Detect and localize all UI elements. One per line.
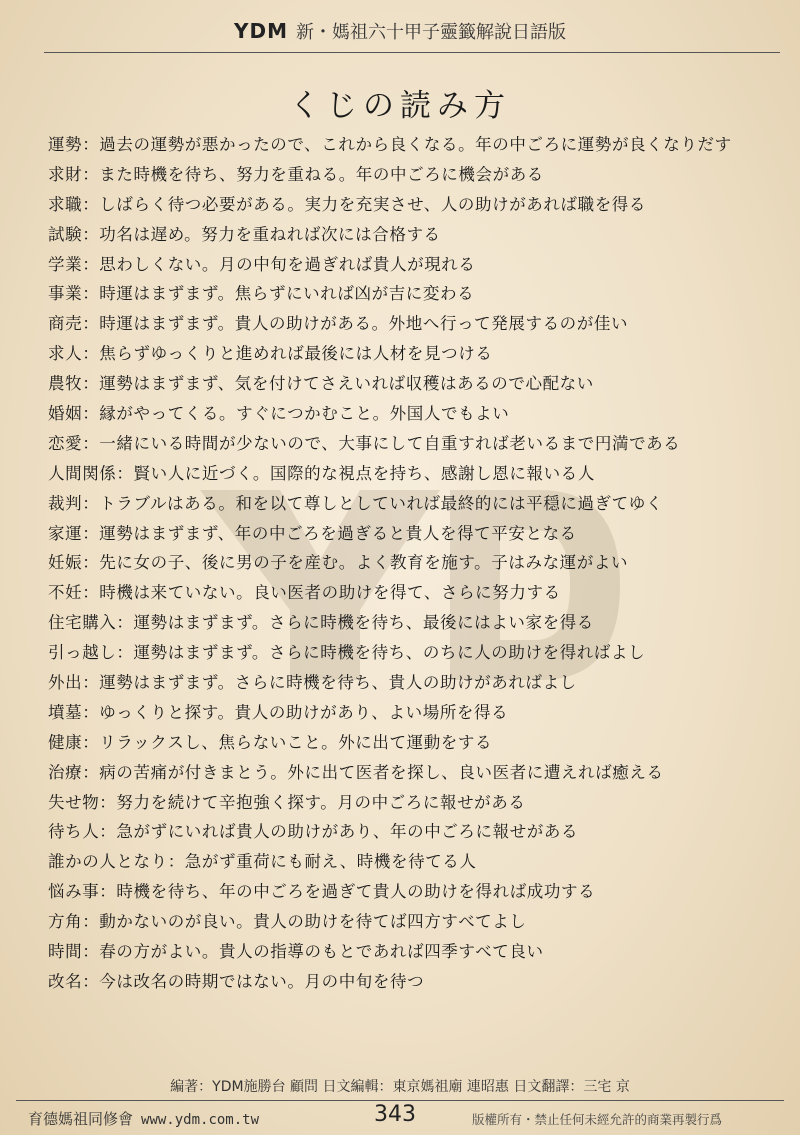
- reading-row: 時間：春の方がよい。貴人の指導のもとであれば四季すべて良い: [48, 942, 544, 962]
- reading-row: 家運：運勢はまずまず、年の中ごろを過ぎると貴人を得て平安となる: [48, 523, 577, 543]
- footer-divider: [16, 1100, 784, 1101]
- reading-row: 治療：病の苦痛が付きまとう。外に出て医者を探し、良い医者に遭えれば癒える: [48, 762, 664, 782]
- reading-row: 事業：時運はまずまず。焦らずにいれば凶が吉に変わる: [48, 284, 475, 304]
- reading-row: 健康：リラックスし、焦らないこと。外に出て運動をする: [48, 732, 493, 752]
- website-url: www.ydm.com.tw: [141, 1112, 260, 1128]
- reading-row: 恋愛：一緒にいる時間が少ないので、大事にして自重すれば老いるまで円満である: [48, 433, 681, 453]
- reading-row: 人間関係：賢い人に近づく。国際的な視点を持ち、感謝し恩に報いる人: [48, 463, 595, 483]
- header-title: 新・媽祖六十甲子靈籤解說日語版: [296, 22, 566, 43]
- reading-row: 住宅購入：運勢はまずまず。さらに時機を待ち、最後にはよい家を得る: [48, 613, 594, 633]
- reading-row: 学業：思わしくない。月の中旬を過ぎれば貴人が現れる: [48, 254, 476, 274]
- reading-row: 墳墓：ゆっくりと探す。貴人の助けがあり、よい場所を得る: [48, 702, 509, 722]
- reading-row: 商売：時運はまずまず。貴人の助けがある。外地へ行って発展するのが佳い: [48, 314, 629, 334]
- reading-row: 改名：今は改名の時期ではない。月の中旬を待つ: [48, 971, 425, 991]
- page-header: [0, 0, 800, 50]
- footer-org: [28, 1108, 259, 1129]
- header-divider: [44, 52, 780, 53]
- reading-row: 待ち人：急がずにいれば貴人の助けがあり、年の中ごろに報せがある: [48, 822, 579, 842]
- reading-row: 外出：運勢はまずまず。さらに時機を待ち、貴人の助けがあればよし: [48, 673, 577, 693]
- reading-row: 失せ物：努力を続けて辛抱強く探す。月の中ごろに報せがある: [48, 792, 526, 812]
- reading-row: 運勢：過去の運勢が悪かったので、これから良くなる。年の中ごろに運勢が良くなりだす: [48, 135, 732, 154]
- copyright-notice: 版權所有・禁止任何未經允許的商業再製行爲: [472, 1112, 723, 1127]
- reading-row: 求人：焦らずゆっくりと進めれば最後には人材を見つける: [48, 344, 493, 364]
- page-title: くじの読み方: [289, 88, 511, 124]
- reading-row: 試験：功名は遅め。努力を重ねれば次には合格する: [48, 224, 441, 244]
- page-number: 343: [374, 1102, 416, 1127]
- org-name: 育德媽祖同修會: [28, 1110, 134, 1128]
- header-title-line: [0, 18, 800, 44]
- reading-row: 誰かの人となり：急がず重荷にも耐え、時機を待てる人: [48, 852, 477, 872]
- reading-row: 悩み事：時機を待ち、年の中ごろを過ぎて貴人の助けを得れば成功する: [48, 882, 596, 902]
- reading-row: 求職：しばらく待つ必要がある。実力を充実させ、人の助けがあれば職を得る: [48, 194, 647, 214]
- reading-row: 不妊：時機は来ていない。良い医者の助けを得て、さらに努力する: [48, 583, 561, 603]
- reading-row: 農牧：運勢はまずまず、気を付けてさえいれば収穫はあるので心配ない: [48, 374, 594, 394]
- ydm-logo: YDM: [234, 19, 288, 43]
- reading-row: 婚姻：縁がやってくる。すぐにつかむこと。外国人でもよい: [48, 404, 510, 424]
- reading-row: 方角：動かないのが良い。貴人の助けを待てば四方すべてよし: [48, 912, 527, 932]
- fortune-reading-list: [48, 133, 760, 1000]
- reading-row: 裁判：トラブルはある。和を以て尊しとしていれば最終的には平穏に過ぎてゆく: [48, 493, 663, 513]
- reading-row: 求財：また時機を待ち、努力を重ねる。年の中ごろに機会がある: [48, 164, 544, 184]
- reading-row: 引っ越し：運勢はまずまず。さらに時機を待ち、のちに人の助けを得ればよし: [48, 643, 646, 663]
- credits-line: 編著：YDM施勝台 顧問 日文編輯：東京媽祖廟 連昭惠 日文翻譯：三宅 京: [170, 1079, 630, 1095]
- reading-row: 妊娠：先に女の子、後に男の子を産む。よく教育を施す。子はみな運がよい: [48, 553, 629, 573]
